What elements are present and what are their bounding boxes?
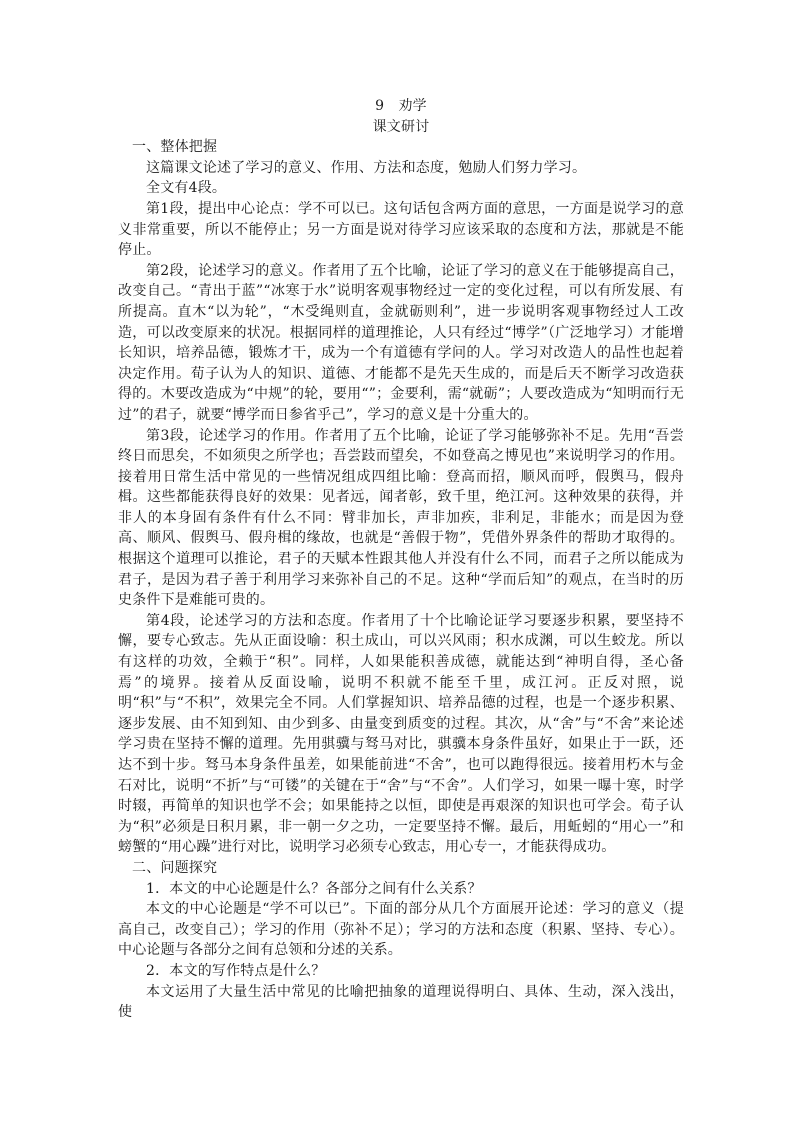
document-page [118, 96, 684, 1023]
answer-1: 本文的中心论题是“学不可以已”。下面的部分从几个方面展开论述：学习的意义（提高自己，改变自己）；学习的作用（弥补不足）；学习的方法和态度（积累、坚持、专心）。中心论题与各部分之间有总领和分述的关系。 [118, 901, 684, 959]
section-heading-inquiry: 二、问题探究 [132, 859, 218, 876]
lesson-title: 9 劝学 [375, 98, 427, 114]
paragraph-summary: 这篇课文论述了学习的意义、作用、方法和态度，勉励人们努力学习。 [146, 159, 587, 176]
paragraph-section-4: 第4段，论述学习的方法和态度。作者用了十个比喻论证学习要逐步积累，要坚持不懈，要专心致志。先从正面设喻：积土成山，可以兴风雨；积水成渊，可以生蛟龙。所以有这样的功效，全赖于“积”。同样，人如果能积善成德，就能达到“神明自得，圣心备焉”的境界。接着从反面设喻，说明不积就不能至千里，成江河。正反对照，说明“积”与“不积”，效果完全不同。人们掌握知识、培养品德的过程，也是一个逐步积累、逐步发展、由不知到知、由少到多、由量变到质变的过程。其次，从“舍”与“不舍”来论述学习贵在坚持不懈的道理。先用骐骥与驽马对比，骐骥本身条件虽好，如果止于一跃，还达不到十步。驽马本身条件虽差，如果能前进“不舍”，也可以跑得很远。接着用朽木与金石对比，说明“不折”与“可镂”的关键在于“舍”与“不舍”。人们学习，如果一曝十寒，时学时辍，再简单的知识也学不会；如果能持之以恒，即使是再艰深的知识也可学会。荀子认为“积”必须是日积月累，非一朝一夕之功，一定要坚持不懈。最后，用蚯蚓的“用心一”和螃蟹的“用心躁”进行对比，说明学习必须专心致志，用心专一，才能获得成功。 [118, 612, 684, 856]
paragraph-count: 全文有4段。 [146, 180, 227, 197]
answer-2: 本文运用了大量生活中常见的比喻把抽象的道理说得明白、具体、生动，深入浅出，使 [118, 983, 684, 1021]
question-2: 2．本文的写作特点是什么？ [146, 962, 326, 979]
paragraph-section-2: 第2段，论述学习的意义。作者用了五个比喻，论证了学习的意义在于能够提高自己，改变自己。“青出于蓝”“冰寒于水”说明客观事物经过一定的变化过程，可以有所发展、有所提高。直木“以为轮”，“木受绳则直，金就砺则利”，进一步说明客观事物经过人工改造，可以改变原来的状况。根据同样的道理推论，人只有经过“博学”（广泛地学习）才能增长知识，培养品德，锻炼才干，成为一个有道德有学问的人。学习对改造人的品性也起着决定作用。荀子认为人的知识、道德、才能都不是先天生成的，而是后天不断学习改造获得的。木要改造成为“中规”的轮，要用“”；金要利，需“就砺”；人要改造成为“知明而行无过”的君子，就要“博学而日参省乎己”，学习的意义是十分重大的。 [118, 262, 684, 423]
paragraph-section-3: 第3段，论述学习的作用。作者用了五个比喻，论证了学习能够弥补不足。先用“吾尝终日而思矣，不如须臾之所学也；吾尝跂而望矣，不如登高之博见也”来说明学习的作用。接着用日常生活中常见的一些情况组成四组比喻：登高而招，顺风而呼，假舆马，假舟楫。这些都能获得良好的效果：见者远，闻者彰，致千里，绝江河。这种效果的获得，并非人的本身固有条件有什么不同：臂非加长，声非加疾，非利足，非能水；而是因为登高、顺风、假舆马、假舟楫的缘故，也就是“善假于物”，凭借外界条件的帮助才取得的。根据这个道理可以推论，君子的天赋本性跟其他人并没有什么不同，而君子之所以能成为君子，是因为君子善于利用学习来弥补自己的不足。这种“学而后知”的观点，在当时的历史条件下是难能可贵的。 [118, 427, 684, 609]
section-heading-overview: 一、整体把握 [132, 139, 218, 156]
question-1: 1．本文的中心论题是什么？各部分之间有什么关系？ [146, 880, 482, 897]
paragraph-section-1: 第1段，提出中心论点：学不可以已。这句话包含两方面的意思，一方面是说学习的意义非常重要，所以不能停止；另一方面是说对待学习应该采取的态度和方法，那就是不能停止。 [118, 200, 684, 259]
lesson-subtitle: 课文研讨 [372, 118, 430, 135]
